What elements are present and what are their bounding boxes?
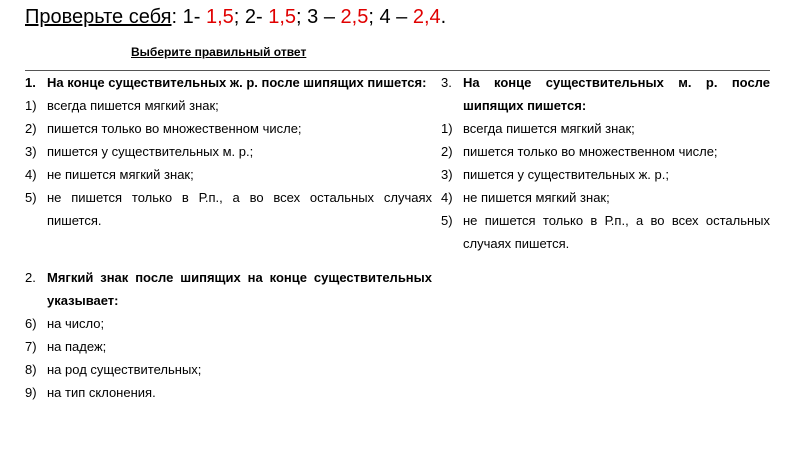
option-text: не пишется только в Р.п., а во всех остальных случаях пишется. xyxy=(47,190,432,228)
option-text: пишется у существительных ж. р.; xyxy=(463,167,669,182)
question-1-option-2 xyxy=(25,117,432,140)
question-1-text: На конце существительных ж. р. после шипящих пишется: xyxy=(47,75,427,90)
answer-1-value: 1,5 xyxy=(205,6,234,28)
option-number: 4) xyxy=(441,190,453,205)
instruction-subtitle: Выберите правильный ответ xyxy=(131,45,307,59)
question-3 xyxy=(441,71,770,117)
option-number: 3) xyxy=(441,167,453,182)
option-number: 9) xyxy=(25,385,37,400)
question-3-text: На конце существительных м. р. после шипящих пишется: xyxy=(463,75,770,113)
option-text: на падеж; xyxy=(47,339,107,354)
option-number: 7) xyxy=(25,339,37,354)
option-text: не пишется мягкий знак; xyxy=(463,190,610,205)
option-number: 8) xyxy=(25,362,37,377)
option-number: 5) xyxy=(441,213,453,228)
answer-2-value: 1,5 xyxy=(268,6,297,28)
question-3-option-2 xyxy=(441,140,770,163)
question-2-option-6 xyxy=(25,312,432,335)
heading-colon: : xyxy=(171,6,183,28)
separator-2: ; xyxy=(296,6,308,28)
option-number: 5) xyxy=(25,190,37,205)
question-1-option-1 xyxy=(25,94,432,117)
answer-4-label: 4 – xyxy=(379,6,413,28)
option-text: не пишется только в Р.п., а во всех остальных случаях пишется. xyxy=(463,213,770,251)
option-text: на число; xyxy=(47,316,105,331)
question-1-number: 1. xyxy=(25,75,36,90)
left-column xyxy=(25,71,432,404)
question-1-option-3 xyxy=(25,140,432,163)
answer-2-label: 2- xyxy=(244,6,269,28)
answer-1-label: 1- xyxy=(182,6,206,28)
question-1-option-4 xyxy=(25,163,432,186)
option-number: 1) xyxy=(441,121,453,136)
option-number: 2) xyxy=(441,144,453,159)
question-3-option-5 xyxy=(441,209,770,255)
option-number: 1) xyxy=(25,98,37,113)
question-2-text: Мягкий знак после шипящих на конце существительных указывает: xyxy=(47,270,432,308)
question-2-option-8 xyxy=(25,358,432,381)
question-2-option-9 xyxy=(25,381,432,404)
right-column xyxy=(441,71,770,255)
option-text: не пишется мягкий знак; xyxy=(47,167,194,182)
question-1-option-5 xyxy=(25,186,432,232)
heading-end: . xyxy=(440,6,447,28)
option-number: 6) xyxy=(25,316,37,331)
question-2 xyxy=(25,266,432,312)
separator-1: ; xyxy=(233,6,245,28)
question-2-option-7 xyxy=(25,335,432,358)
question-3-option-4 xyxy=(441,186,770,209)
option-number: 3) xyxy=(25,144,37,159)
answer-key-heading xyxy=(25,6,446,29)
option-text: пишется только во множественном числе; xyxy=(463,144,718,159)
option-text: на тип склонения. xyxy=(47,385,156,400)
option-text: на род существительных; xyxy=(47,362,202,377)
option-text: пишется только во множественном числе; xyxy=(47,121,302,136)
question-2-number: 2. xyxy=(25,270,36,285)
answer-4-value: 2,4 xyxy=(412,6,441,28)
separator-3: ; xyxy=(368,6,380,28)
question-1 xyxy=(25,71,432,94)
question-3-number: 3. xyxy=(441,75,452,90)
question-3-option-1 xyxy=(441,117,770,140)
option-text: пишется у существительных м. р.; xyxy=(47,144,254,159)
option-number: 2) xyxy=(25,121,37,136)
answer-3-value: 2,5 xyxy=(340,6,369,28)
heading-prefix: Проверьте себя xyxy=(25,6,172,28)
option-text: всегда пишется мягкий знак; xyxy=(47,98,219,113)
answer-3-label: 3 – xyxy=(307,6,341,28)
question-3-option-3 xyxy=(441,163,770,186)
option-text: всегда пишется мягкий знак; xyxy=(463,121,635,136)
option-number: 4) xyxy=(25,167,37,182)
